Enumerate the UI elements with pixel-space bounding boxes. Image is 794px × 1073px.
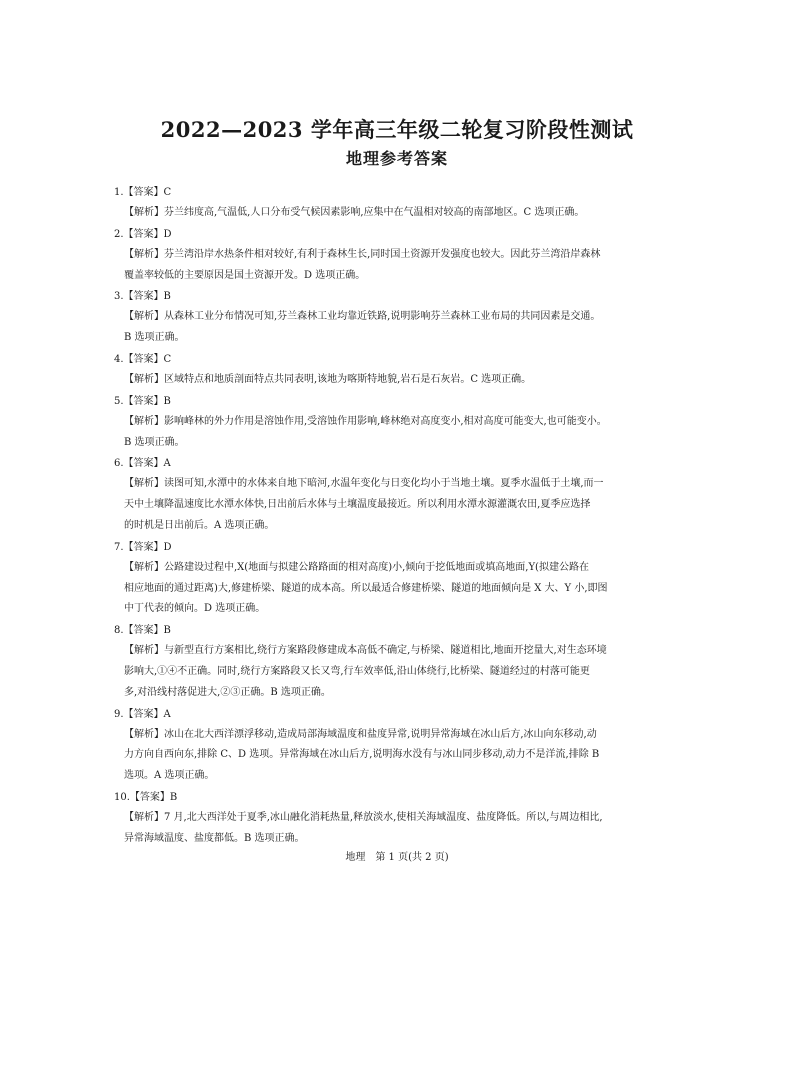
- question-item: [114, 182, 636, 224]
- question-item: [114, 620, 636, 703]
- question-item: [114, 537, 636, 620]
- explanation: [114, 558, 636, 620]
- explanation-line: 【解析】冰山在北大西洋漂浮移动,造成局部海域温度和盐度异常,说明异常海域在冰山后方,冰山向东移动,动: [124, 728, 597, 740]
- answer-label: 6.【答案】A: [114, 458, 171, 470]
- explanation-line: 【解析】芬兰湾沿岸水热条件相对较好,有利于森林生长,同时国土资源开发强度也较大。因此芬兰湾沿岸森林: [124, 248, 601, 260]
- explanation-line: 【解析】7 月,北大西洋处于夏季,冰山融化消耗热量,释放淡水,使相关海域温度、盐度降低。所以,与周边相比,: [124, 811, 603, 823]
- question-item: [114, 704, 636, 787]
- explanation: [114, 412, 636, 454]
- explanation-line: 选项。A 选项正确。: [124, 770, 215, 782]
- page-subtitle: 地理参考答案: [345, 149, 448, 168]
- answer-label: 9.【答案】A: [114, 708, 171, 720]
- explanation-line: 【解析】从森林工业分布情况可知,芬兰森林工业均靠近铁路,说明影响芬兰森林工业布局的共同因素是交通。: [124, 311, 601, 323]
- explanation-line: B 选项正确。: [124, 332, 185, 344]
- explanation-line: 异常海域温度、盐度都低。B 选项正确。: [124, 832, 305, 844]
- page-footer: 地理 第 1 页(共 2 页): [345, 852, 449, 863]
- explanation: [114, 245, 636, 287]
- question-item: [114, 453, 636, 536]
- question-item: [114, 349, 636, 391]
- answer-label: 7.【答案】D: [114, 541, 172, 553]
- explanation: [114, 307, 636, 349]
- explanation-line: 【解析】公路建设过程中,X(地面与拟建公路路面的相对高度)小,倾向于挖低地面或填高地面,Y(拟建公路在: [124, 561, 589, 573]
- question-item: [114, 391, 636, 454]
- explanation-line: 影响大,①④不正确。同时,绕行方案路段又长又弯,行车效率低,沿山体绕行,比桥梁、隧道经过的村落可能更: [124, 665, 590, 677]
- page-title: 2022—2023 学年高三年级二轮复习阶段性测试: [160, 117, 634, 142]
- answer-list: [114, 182, 636, 850]
- explanation: [114, 474, 636, 536]
- answer-label: 1.【答案】C: [114, 187, 172, 198]
- explanation: [114, 370, 636, 391]
- answer-label: 8.【答案】B: [114, 625, 171, 637]
- explanation-line: 多,对沿线村落促进大,②③正确。B 选项正确。: [124, 686, 331, 698]
- answer-label: 2.【答案】D: [114, 228, 172, 240]
- explanation-line: 【解析】与新型直行方案相比,绕行方案路段修建成本高低不确定,与桥梁、隧道相比,地面开挖量大,对生态环境: [124, 645, 607, 657]
- question-item: [114, 787, 636, 850]
- explanation-line: 相应地面的通过距离)大,修建桥梁、隧道的成本高。所以最适合修建桥梁、隧道的地面倾向是 X 大、Y 小,即图: [124, 582, 608, 594]
- explanation-line: B 选项正确。: [124, 436, 185, 448]
- answer-label: 3.【答案】B: [114, 291, 171, 303]
- explanation: [114, 808, 636, 850]
- explanation: [114, 203, 636, 224]
- explanation-line: 力方向自西向东,排除 C、D 选项。异常海域在冰山后方,说明海水没有与冰山同步移动,动力不是洋流,排除 B: [124, 749, 600, 761]
- question-item: [114, 286, 636, 349]
- explanation-line: 【解析】芬兰纬度高,气温低,人口分布受气候因素影响,应集中在气温相对较高的南部地区。C 选项正确。: [124, 207, 585, 218]
- explanation-line: 【解析】影响峰林的外力作用是溶蚀作用,受溶蚀作用影响,峰林绝对高度变小,相对高度可能变大,也可能变小。: [124, 415, 607, 427]
- answer-label: 10.【答案】B: [114, 791, 178, 803]
- explanation-line: 覆盖率较低的主要原因是国土资源开发。D 选项正确。: [124, 269, 366, 281]
- explanation: [114, 725, 636, 787]
- explanation: [114, 641, 636, 703]
- explanation-line: 的时机是日出前后。A 选项正确。: [124, 519, 275, 531]
- answer-label: 5.【答案】B: [114, 395, 171, 407]
- explanation-line: 中丁代表的倾向。D 选项正确。: [124, 603, 266, 615]
- answer-label: 4.【答案】C: [114, 353, 172, 365]
- question-item: [114, 224, 636, 287]
- explanation-line: 天中土壤降温速度比水潭水体快,日出前后水体与土壤温度最接近。所以利用水潭水源灌溉农田,夏季应选择: [124, 499, 591, 511]
- explanation-line: 【解析】读图可知,水潭中的水体来自地下暗河,水温年变化与日变化均小于当地土壤。夏季水温低于土壤,而一: [124, 478, 604, 490]
- explanation-line: 【解析】区域特点和地质剖面特点共同表明,该地为喀斯特地貌,岩石是石灰岩。C 选项正确。: [124, 373, 532, 385]
